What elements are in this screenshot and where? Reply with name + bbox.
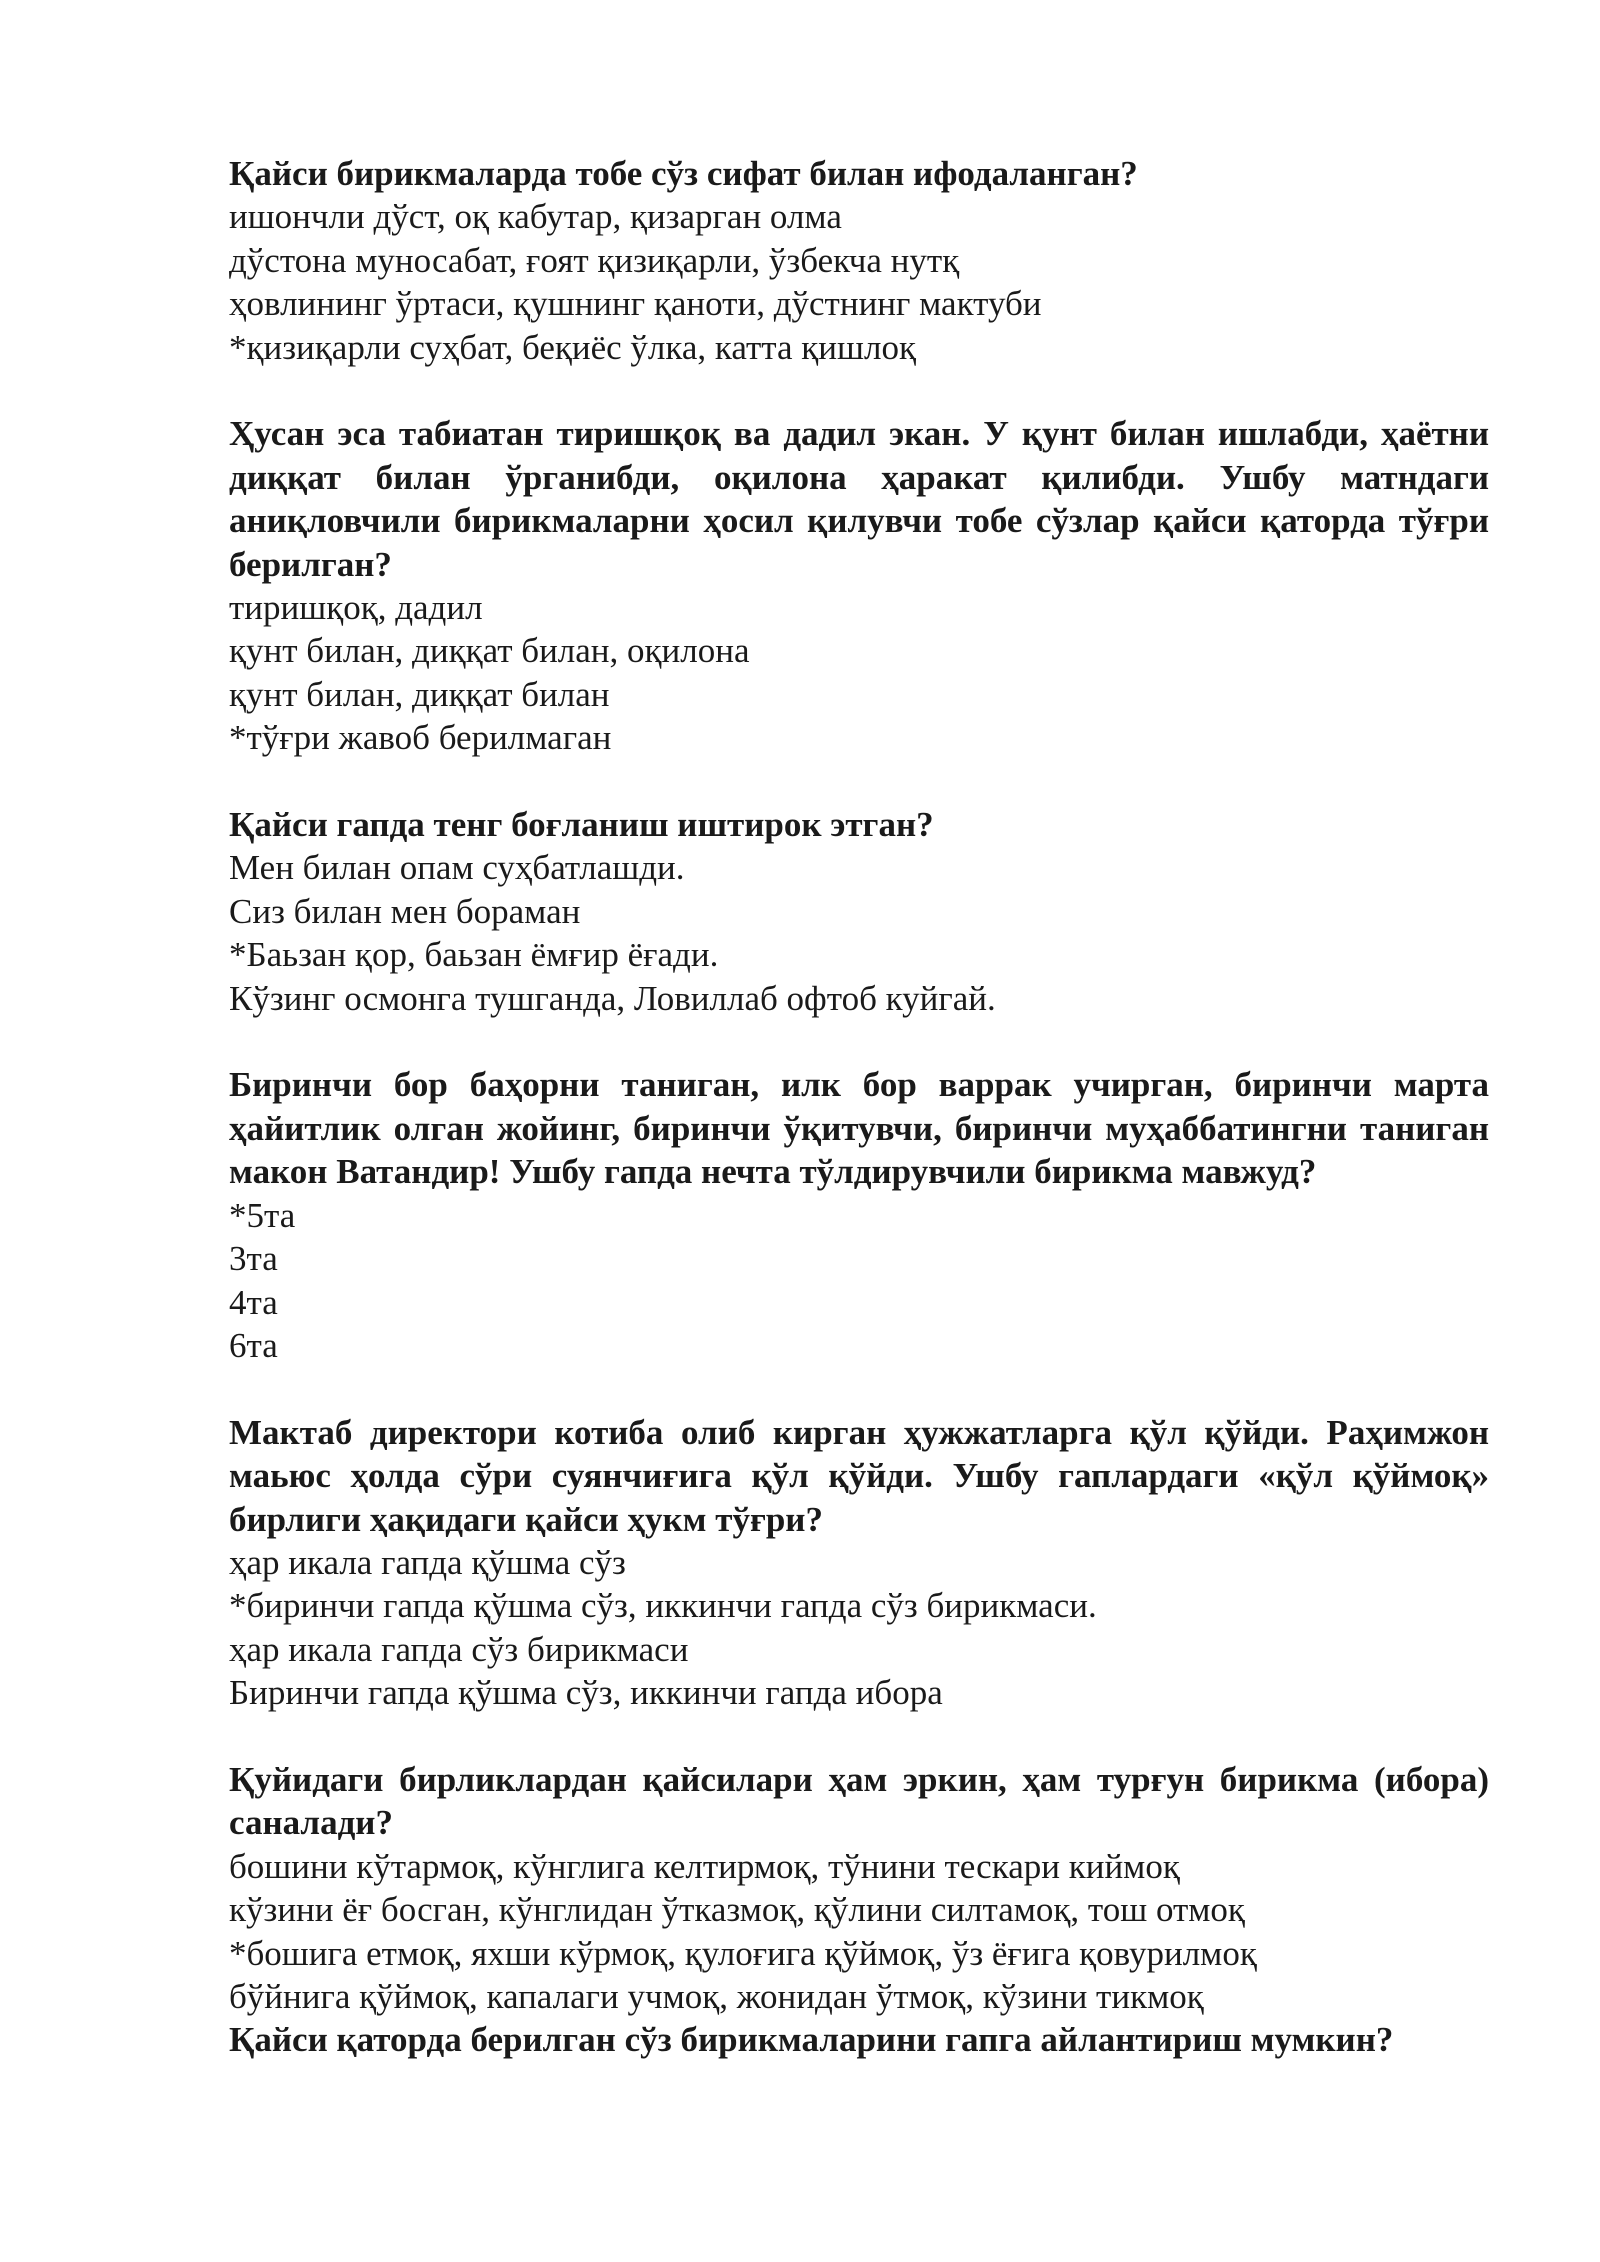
question-text: Қайси гапда тенг боғланиш иштирок этган? bbox=[229, 805, 934, 845]
answer-option: 6та bbox=[229, 1325, 278, 1365]
answer-option: *биринчи гапда қўшма сўз, иккинчи гапда сўз бирикмаси. bbox=[229, 1586, 1097, 1626]
answer-option: *5та bbox=[229, 1195, 296, 1235]
answer-option: тиришқоқ, дадил bbox=[229, 588, 483, 628]
question-text: Қайси қаторда берилган сўз бирикмаларини гапга айлантириш мумкин? bbox=[229, 2020, 1394, 2060]
answer-option: 4та bbox=[229, 1282, 278, 1322]
question-text: Қайси бирикмаларда тобе сўз сифат билан ифодаланган? bbox=[229, 154, 1138, 193]
answer-option: бўйнига қўймоқ, капалаги учмоқ, жонидан ўтмоқ, кўзини тикмоқ bbox=[229, 1976, 1204, 2016]
answer-option: кўзини ёғ босган, кўнглидан ўтказмоқ, қўлини силтамоқ, тош отмоқ bbox=[229, 1890, 1245, 1930]
question-3 bbox=[229, 803, 1489, 1020]
question-5 bbox=[229, 1411, 1489, 1715]
answer-option: Мен билан опам суҳбатлашди. bbox=[229, 848, 685, 888]
answer-option: ишончли дўст, оқ кабутар, қизарган олма bbox=[229, 197, 842, 237]
answer-option: ҳовлининг ўртаси, қушнинг қаноти, дўстнинг мактуби bbox=[229, 284, 1042, 324]
answer-option: Сиз билан мен бораман bbox=[229, 891, 581, 931]
answer-option: дўстона муносабат, ғоят қизиқарли, ўзбекча нутқ bbox=[229, 240, 960, 280]
question-4 bbox=[229, 1063, 1489, 1367]
question-text: Биринчи бор баҳорни таниган, илк бор варрак учирган, биринчи марта ҳайитлик олган жойинг, биринчи ўқитувчи, биринчи муҳаббатингни таниган макон Ватандир! Ушбу гапда нечта тўлдирувчили бирикма мавжуд? bbox=[229, 1065, 1489, 1192]
answer-option: ҳар икала гапда сўз бирикмаси bbox=[229, 1629, 689, 1669]
question-7 bbox=[229, 2018, 1489, 2061]
question-text: Ҳусан эса табиатан тиришқоқ ва дадил экан. У қунт билан ишлабди, ҳаётни диққат билан ўрганибди, оқилона ҳаракат қилибди. Ушбу матндаги аниқловчили бирикмаларни ҳосил қилувчи тобе сўзлар қайси қаторда тўғри берилган? bbox=[229, 414, 1489, 584]
question-text: Қуйидаги бирликлардан қайсилари ҳам эркин, ҳам турғун бирикма (ибора) саналади? bbox=[229, 1759, 1489, 1843]
question-1 bbox=[229, 152, 1489, 369]
answer-option: Биринчи гапда қўшма сўз, иккинчи гапда ибора bbox=[229, 1673, 943, 1713]
answer-option: Кўзинг осмонга тушганда, Ловиллаб офтоб куйгай. bbox=[229, 978, 996, 1018]
answer-option: қунт билан, диққат билан, оқилона bbox=[229, 631, 750, 671]
answer-option: *қизиқарли суҳбат, беқиёс ўлка, катта қишлоқ bbox=[229, 327, 916, 367]
answer-option: ҳар икала гапда қўшма сўз bbox=[229, 1542, 626, 1582]
document-body bbox=[229, 152, 1489, 2105]
question-text: Мактаб директори котиба олиб кирган ҳужжатларга қўл қўйди. Раҳимжон маьюс ҳолда сўри суянчиғига қўл қўйди. Ушбу гаплардаги «қўл қўймоқ» бирлиги ҳақидаги қайси ҳукм тўғри? bbox=[229, 1412, 1489, 1539]
answer-option: *тўғри жавоб берилмаган bbox=[229, 718, 612, 758]
answer-option: қунт билан, диққат билан bbox=[229, 674, 610, 714]
answer-option: бошини кўтармоқ, кўнглига келтирмоқ, тўнини тескари киймоқ bbox=[229, 1846, 1180, 1886]
answer-option: 3та bbox=[229, 1239, 278, 1279]
question-2 bbox=[229, 412, 1489, 759]
answer-option: *бошига етмоқ, яхши кўрмоқ, қулоғига қўймоқ, ўз ёғига қовурилмоқ bbox=[229, 1933, 1257, 1973]
question-6 bbox=[229, 1758, 1489, 2018]
answer-option: *Баьзан қор, баьзан ёмғир ёғади. bbox=[229, 935, 719, 975]
